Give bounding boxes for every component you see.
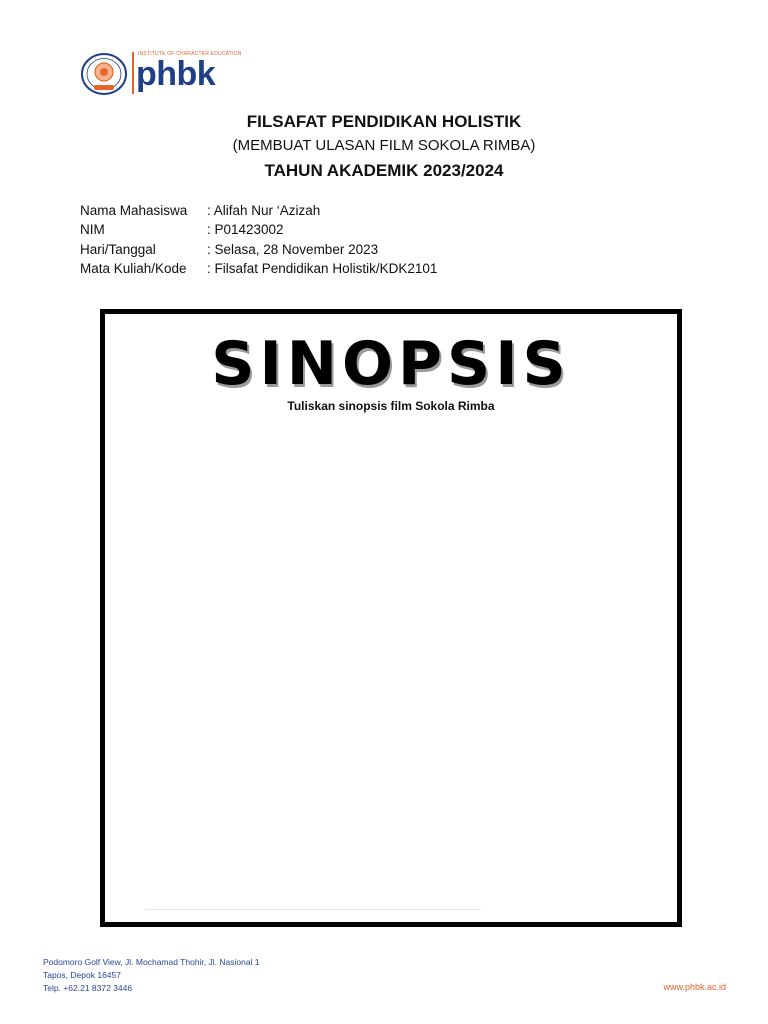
document-subtitle: (MEMBUAT ULASAN FILM SOKOLA RIMBA) <box>232 137 536 154</box>
academic-year: TAHUN AKADEMIK 2023/2024 <box>264 161 504 180</box>
address-line: Tapos, Depok 16457 <box>43 970 121 980</box>
institution-seal-icon <box>80 52 128 96</box>
website-link[interactable]: www.phbk.ac.id <box>663 982 726 992</box>
info-row-nim <box>80 220 437 239</box>
document-title: FILSAFAT PENDIDIKAN HOLISTIK <box>246 112 522 131</box>
info-label: Mata Kuliah/Kode <box>80 260 187 276</box>
info-value: : Selasa, 28 November 2023 <box>207 241 379 257</box>
info-row-course <box>80 259 437 278</box>
logo-divider <box>132 52 134 94</box>
logo-tagline: INSTITUTE OF CHARACTER EDUCATION <box>138 51 242 57</box>
info-label: Hari/Tanggal <box>80 241 156 257</box>
info-value: : P01423002 <box>207 222 284 238</box>
info-label: NIM <box>80 222 105 238</box>
divider-line <box>145 909 481 910</box>
student-info <box>80 201 437 278</box>
info-value: : Alifah Nur ‘Azizah <box>207 203 321 218</box>
sinopsis-box[interactable] <box>100 309 682 927</box>
phone-number: Telp. +62.21 8372 3446 <box>43 983 133 993</box>
logo-wordmark: phbk <box>136 55 216 93</box>
info-value: : Filsafat Pendidikan Holistik/KDK2101 <box>207 260 438 276</box>
info-row-name <box>80 201 437 220</box>
sinopsis-heading: SINOPSIS <box>211 329 571 399</box>
footer-address <box>43 956 260 995</box>
sinopsis-instruction: Tuliskan sinopsis film Sokola Rimba <box>287 399 495 413</box>
document-titles <box>0 110 768 184</box>
address-line: Podomoro Golf View, Jl. Mochamad Thohir, Jl. Nasional 1 <box>43 957 260 967</box>
institution-logo <box>80 50 242 98</box>
info-row-date <box>80 240 437 259</box>
info-label: Nama Mahasiswa <box>80 203 188 218</box>
